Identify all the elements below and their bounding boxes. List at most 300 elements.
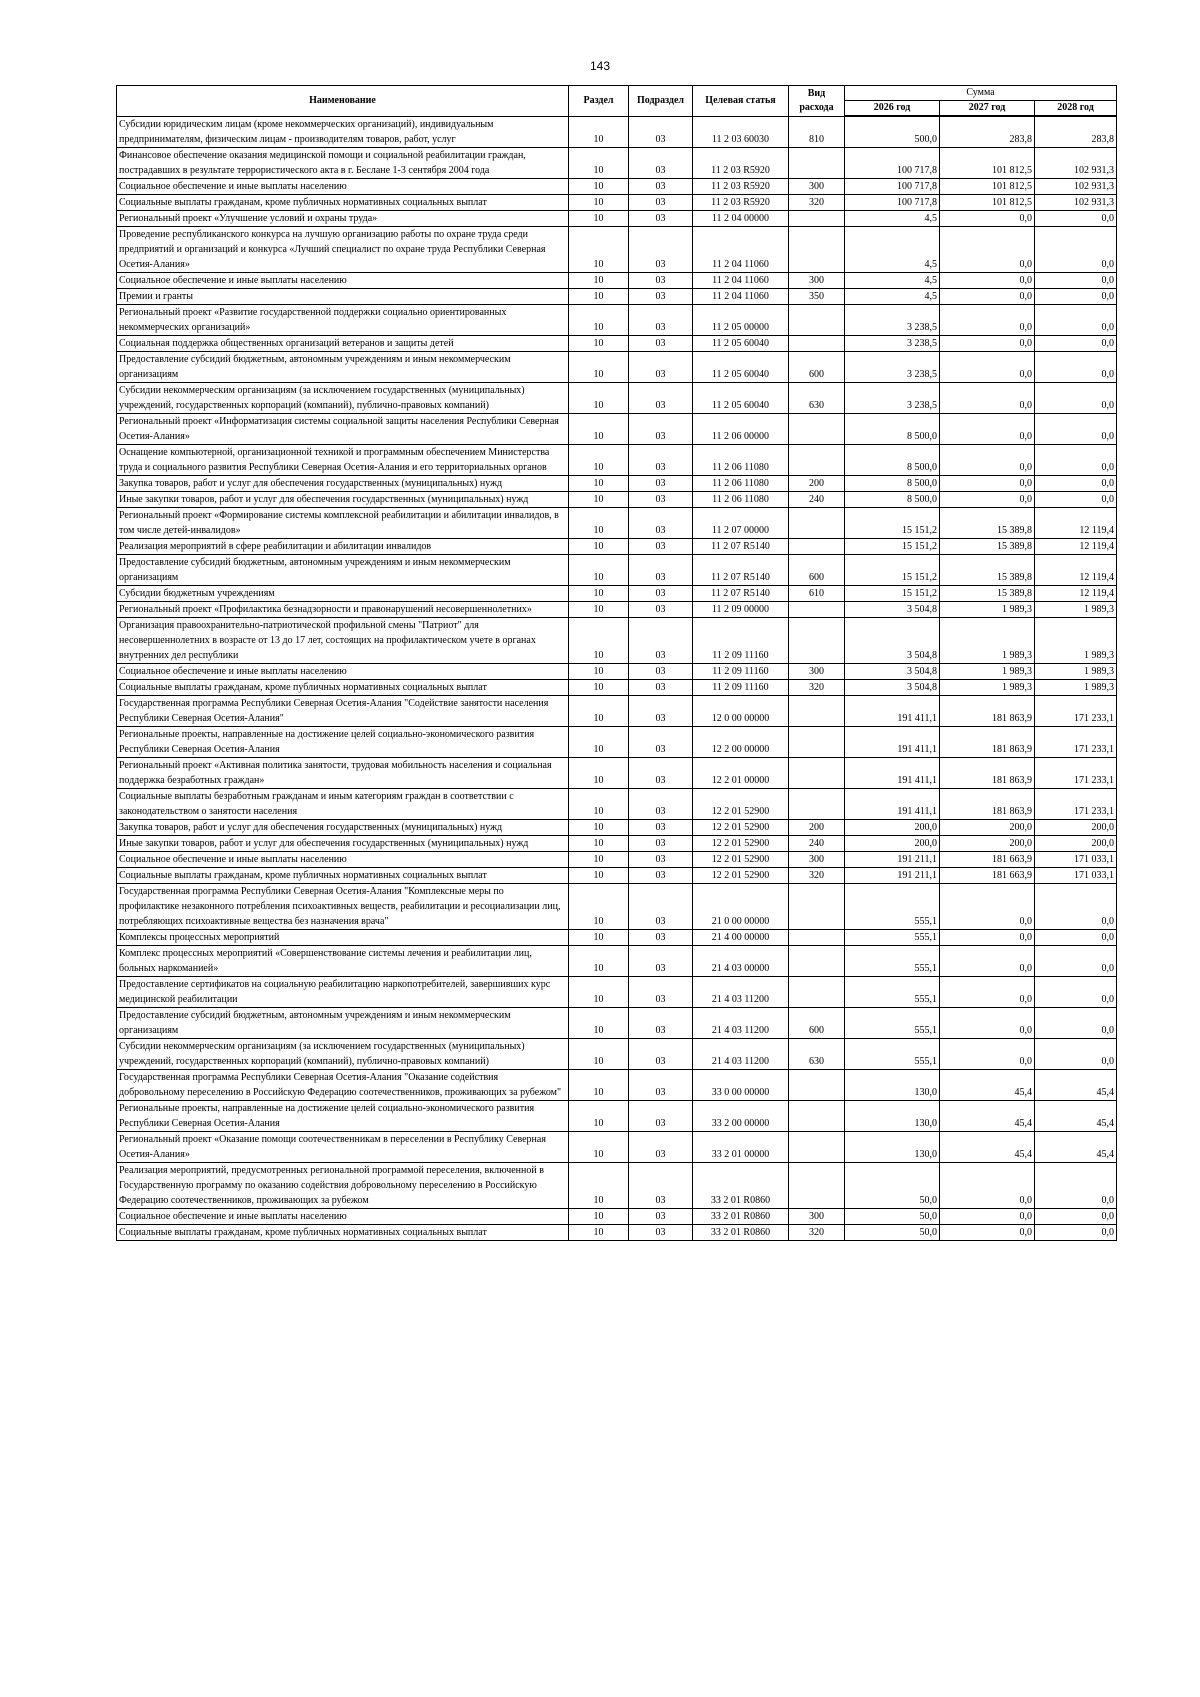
row-sum-2027: 15 389,8 (940, 538, 1035, 554)
row-sum-2028: 0,0 (1035, 288, 1117, 304)
row-subsection: 03 (629, 538, 693, 554)
row-sum-2028: 45,4 (1035, 1069, 1117, 1100)
header-name: Наименование (117, 86, 569, 117)
row-sum-2028: 171 233,1 (1035, 726, 1117, 757)
row-sum-2027: 101 812,5 (940, 178, 1035, 194)
row-subsection: 03 (629, 617, 693, 663)
row-sum-2026: 50,0 (845, 1162, 940, 1208)
row-target-article: 11 2 09 11160 (693, 679, 789, 695)
table-row (117, 1162, 1117, 1208)
row-name: Социальные выплаты гражданам, кроме публичных нормативных социальных выплат (117, 679, 569, 695)
row-target-article: 11 2 03 R5920 (693, 147, 789, 178)
row-sum-2027: 0,0 (940, 1038, 1035, 1069)
row-subsection: 03 (629, 1038, 693, 1069)
row-sum-2026: 3 504,8 (845, 601, 940, 617)
row-sum-2028: 1 989,3 (1035, 617, 1117, 663)
row-sum-2027: 0,0 (940, 1162, 1035, 1208)
row-target-article: 11 2 07 R5140 (693, 538, 789, 554)
row-subsection: 03 (629, 554, 693, 585)
row-target-article: 21 4 03 00000 (693, 945, 789, 976)
row-section: 10 (569, 475, 629, 491)
row-subsection: 03 (629, 178, 693, 194)
row-target-article: 11 2 09 00000 (693, 601, 789, 617)
row-name: Закупка товаров, работ и услуг для обеспечения государственных (муниципальных) нужд (117, 475, 569, 491)
row-sum-2026: 15 151,2 (845, 507, 940, 538)
row-sum-2026: 555,1 (845, 883, 940, 929)
table-row (117, 538, 1117, 554)
row-expense-type: 630 (789, 382, 845, 413)
row-sum-2026: 8 500,0 (845, 491, 940, 507)
row-expense-type: 320 (789, 867, 845, 883)
row-sum-2027: 0,0 (940, 226, 1035, 272)
row-subsection: 03 (629, 226, 693, 272)
row-target-article: 11 2 03 R5920 (693, 194, 789, 210)
row-expense-type: 300 (789, 178, 845, 194)
row-target-article: 11 2 09 11160 (693, 663, 789, 679)
row-sum-2027: 181 863,9 (940, 726, 1035, 757)
row-expense-type: 300 (789, 851, 845, 867)
row-target-article: 11 2 05 60040 (693, 351, 789, 382)
row-section: 10 (569, 491, 629, 507)
row-expense-type (789, 304, 845, 335)
row-expense-type (789, 945, 845, 976)
table-row (117, 819, 1117, 835)
row-name: Предоставление сертификатов на социальную реабилитацию наркопотребителей, завершивших курс медицинской реабилитации (117, 976, 569, 1007)
row-sum-2027: 1 989,3 (940, 663, 1035, 679)
row-sum-2028: 0,0 (1035, 335, 1117, 351)
row-sum-2026: 8 500,0 (845, 413, 940, 444)
row-sum-2027: 15 389,8 (940, 585, 1035, 601)
row-section: 10 (569, 226, 629, 272)
table-row (117, 883, 1117, 929)
row-name: Региональный проект «Формирование системы комплексной реабилитации и абилитации инвалидов, в том числе детей-инвалидов» (117, 507, 569, 538)
row-subsection: 03 (629, 413, 693, 444)
row-target-article: 11 2 07 00000 (693, 507, 789, 538)
table-row (117, 945, 1117, 976)
row-sum-2028: 0,0 (1035, 1224, 1117, 1240)
row-sum-2027: 181 663,9 (940, 867, 1035, 883)
row-section: 10 (569, 288, 629, 304)
row-sum-2028: 0,0 (1035, 1162, 1117, 1208)
row-target-article: 11 2 06 00000 (693, 413, 789, 444)
row-sum-2026: 191 411,1 (845, 726, 940, 757)
row-name: Субсидии некоммерческим организациям (за исключением государственных (муниципальных) учреждений, государственных корпораций (компаний), публично-правовых компаний) (117, 382, 569, 413)
table-row (117, 116, 1117, 147)
header-expense-type: Вид расхода (789, 86, 845, 117)
row-name: Социальная поддержка общественных организаций ветеранов и защиты детей (117, 335, 569, 351)
row-expense-type: 600 (789, 1007, 845, 1038)
row-section: 10 (569, 538, 629, 554)
row-sum-2027: 0,0 (940, 929, 1035, 945)
row-sum-2028: 171 033,1 (1035, 867, 1117, 883)
row-name: Субсидии некоммерческим организациям (за исключением государственных (муниципальных) учреждений, государственных корпораций (компаний), публично-правовых компаний) (117, 1038, 569, 1069)
row-target-article: 11 2 04 00000 (693, 210, 789, 226)
row-section: 10 (569, 507, 629, 538)
row-section: 10 (569, 867, 629, 883)
row-name: Субсидии юридическим лицам (кроме некоммерческих организаций), индивидуальным предпринимателям, физическим лицам - производителям товаров, работ, услуг (117, 116, 569, 147)
row-sum-2028: 102 931,3 (1035, 147, 1117, 178)
row-target-article: 33 2 01 R0860 (693, 1162, 789, 1208)
row-expense-type (789, 883, 845, 929)
table-row (117, 335, 1117, 351)
table-row (117, 929, 1117, 945)
row-sum-2026: 100 717,8 (845, 178, 940, 194)
row-sum-2028: 283,8 (1035, 116, 1117, 147)
row-name: Субсидии бюджетным учреждениям (117, 585, 569, 601)
row-subsection: 03 (629, 444, 693, 475)
row-sum-2026: 555,1 (845, 929, 940, 945)
row-name: Реализация мероприятий в сфере реабилитации и абилитации инвалидов (117, 538, 569, 554)
row-expense-type (789, 147, 845, 178)
row-sum-2026: 3 504,8 (845, 679, 940, 695)
row-sum-2028: 1 989,3 (1035, 679, 1117, 695)
row-sum-2027: 1 989,3 (940, 617, 1035, 663)
row-subsection: 03 (629, 351, 693, 382)
row-section: 10 (569, 554, 629, 585)
row-subsection: 03 (629, 945, 693, 976)
row-section: 10 (569, 1069, 629, 1100)
row-sum-2027: 0,0 (940, 976, 1035, 1007)
row-sum-2027: 283,8 (940, 116, 1035, 147)
row-subsection: 03 (629, 1131, 693, 1162)
row-sum-2026: 4,5 (845, 288, 940, 304)
row-section: 10 (569, 835, 629, 851)
row-name: Социальные выплаты гражданам, кроме публичных нормативных социальных выплат (117, 1224, 569, 1240)
row-target-article: 12 2 01 52900 (693, 788, 789, 819)
row-sum-2026: 100 717,8 (845, 147, 940, 178)
row-sum-2027: 181 863,9 (940, 757, 1035, 788)
row-name: Премии и гранты (117, 288, 569, 304)
row-sum-2028: 171 033,1 (1035, 851, 1117, 867)
row-target-article: 11 2 04 11060 (693, 272, 789, 288)
row-target-article: 11 2 06 11080 (693, 475, 789, 491)
row-target-article: 12 2 01 52900 (693, 835, 789, 851)
row-name: Иные закупки товаров, работ и услуг для обеспечения государственных (муниципальных) нужд (117, 491, 569, 507)
table-row (117, 835, 1117, 851)
header-year-2028: 2028 год (1035, 101, 1117, 117)
row-name: Закупка товаров, работ и услуг для обеспечения государственных (муниципальных) нужд (117, 819, 569, 835)
row-name: Комплексы процессных мероприятий (117, 929, 569, 945)
row-sum-2028: 102 931,3 (1035, 194, 1117, 210)
row-name: Социальное обеспечение и иные выплаты населению (117, 1208, 569, 1224)
row-expense-type (789, 444, 845, 475)
row-subsection: 03 (629, 883, 693, 929)
row-name: Социальные выплаты безработным гражданам и иным категориям граждан в соответствии с законодательством о занятости населения (117, 788, 569, 819)
row-expense-type (789, 1069, 845, 1100)
table-row (117, 413, 1117, 444)
row-subsection: 03 (629, 601, 693, 617)
row-sum-2026: 3 238,5 (845, 382, 940, 413)
row-expense-type: 300 (789, 1208, 845, 1224)
row-subsection: 03 (629, 382, 693, 413)
table-row (117, 757, 1117, 788)
row-expense-type (789, 757, 845, 788)
table-row (117, 585, 1117, 601)
row-expense-type: 600 (789, 351, 845, 382)
row-sum-2027: 0,0 (940, 272, 1035, 288)
table-row (117, 507, 1117, 538)
row-target-article: 11 2 06 11080 (693, 491, 789, 507)
row-sum-2027: 0,0 (940, 210, 1035, 226)
row-name: Региональный проект «Активная политика занятости, трудовая мобильность населения и социальная поддержка безработных граждан» (117, 757, 569, 788)
row-sum-2028: 171 233,1 (1035, 695, 1117, 726)
table-row (117, 1100, 1117, 1131)
row-target-article: 11 2 06 11080 (693, 444, 789, 475)
row-sum-2026: 555,1 (845, 1007, 940, 1038)
row-subsection: 03 (629, 929, 693, 945)
row-name: Финансовое обеспечение оказания медицинской помощи и социальной реабилитации граждан, пострадавших в результате террористического акта в г. Беслане 1-3 сентября 2004 года (117, 147, 569, 178)
row-sum-2027: 181 863,9 (940, 695, 1035, 726)
row-expense-type (789, 1100, 845, 1131)
table-row (117, 351, 1117, 382)
row-name: Региональный проект «Оказание помощи соотечественникам в переселении в Республику Северная Осетия-Алания» (117, 1131, 569, 1162)
row-name: Реализация мероприятий, предусмотренных региональной программой переселения, включенной в Государственную программу по оказанию содействия добровольному переселению в Российскую Федерацию соотечественников, проживающих за рубежом (117, 1162, 569, 1208)
row-expense-type: 300 (789, 272, 845, 288)
row-section: 10 (569, 1038, 629, 1069)
row-subsection: 03 (629, 1224, 693, 1240)
table-row (117, 1224, 1117, 1240)
table-row (117, 617, 1117, 663)
row-subsection: 03 (629, 819, 693, 835)
row-sum-2026: 3 504,8 (845, 663, 940, 679)
row-sum-2026: 8 500,0 (845, 444, 940, 475)
row-sum-2027: 15 389,8 (940, 507, 1035, 538)
row-sum-2026: 200,0 (845, 835, 940, 851)
table-row (117, 147, 1117, 178)
row-section: 10 (569, 679, 629, 695)
row-sum-2028: 0,0 (1035, 1038, 1117, 1069)
row-subsection: 03 (629, 475, 693, 491)
row-sum-2028: 12 119,4 (1035, 538, 1117, 554)
row-target-article: 12 0 00 00000 (693, 695, 789, 726)
table-row (117, 695, 1117, 726)
row-name: Социальное обеспечение и иные выплаты населению (117, 663, 569, 679)
row-name: Государственная программа Республики Северная Осетия-Алания "Оказание содействия добровольному переселению в Российскую Федерацию соотечественников, проживающих за рубежом" (117, 1069, 569, 1100)
row-expense-type (789, 210, 845, 226)
row-sum-2027: 0,0 (940, 413, 1035, 444)
row-section: 10 (569, 819, 629, 835)
row-subsection: 03 (629, 788, 693, 819)
row-expense-type: 320 (789, 679, 845, 695)
table-row (117, 210, 1117, 226)
table-row (117, 976, 1117, 1007)
row-expense-type: 320 (789, 1224, 845, 1240)
table-row (117, 1007, 1117, 1038)
row-expense-type (789, 538, 845, 554)
row-subsection: 03 (629, 1007, 693, 1038)
row-sum-2026: 4,5 (845, 226, 940, 272)
row-sum-2027: 0,0 (940, 945, 1035, 976)
row-sum-2027: 200,0 (940, 819, 1035, 835)
table-row (117, 304, 1117, 335)
row-target-article: 21 4 00 00000 (693, 929, 789, 945)
row-sum-2027: 0,0 (940, 883, 1035, 929)
row-sum-2026: 100 717,8 (845, 194, 940, 210)
row-expense-type: 350 (789, 288, 845, 304)
row-section: 10 (569, 272, 629, 288)
row-sum-2026: 200,0 (845, 819, 940, 835)
row-subsection: 03 (629, 695, 693, 726)
row-target-article: 11 2 07 R5140 (693, 554, 789, 585)
row-expense-type (789, 929, 845, 945)
row-sum-2028: 0,0 (1035, 210, 1117, 226)
row-target-article: 11 2 09 11160 (693, 617, 789, 663)
row-subsection: 03 (629, 210, 693, 226)
row-sum-2026: 3 238,5 (845, 351, 940, 382)
row-expense-type (789, 507, 845, 538)
table-row (117, 272, 1117, 288)
row-sum-2026: 8 500,0 (845, 475, 940, 491)
row-expense-type (789, 788, 845, 819)
row-name: Социальное обеспечение и иные выплаты населению (117, 851, 569, 867)
row-expense-type: 630 (789, 1038, 845, 1069)
table-row (117, 194, 1117, 210)
row-name: Государственная программа Республики Северная Осетия-Алания "Комплексные меры по профилактике незаконного потребления психоактивных веществ, реабилитации и ресоциализации лиц, потребляющих психоактивные вещества без назначения врача" (117, 883, 569, 929)
row-sum-2028: 200,0 (1035, 835, 1117, 851)
row-sum-2027: 45,4 (940, 1069, 1035, 1100)
row-subsection: 03 (629, 726, 693, 757)
row-target-article: 11 2 04 11060 (693, 226, 789, 272)
row-expense-type (789, 695, 845, 726)
header-target-article: Целевая статья (693, 86, 789, 117)
row-sum-2027: 0,0 (940, 1224, 1035, 1240)
page-number: 143 (589, 59, 611, 73)
row-sum-2028: 0,0 (1035, 304, 1117, 335)
row-sum-2027: 0,0 (940, 1208, 1035, 1224)
row-section: 10 (569, 351, 629, 382)
row-section: 10 (569, 335, 629, 351)
row-sum-2028: 0,0 (1035, 272, 1117, 288)
row-sum-2027: 0,0 (940, 444, 1035, 475)
row-sum-2026: 4,5 (845, 272, 940, 288)
row-sum-2026: 555,1 (845, 1038, 940, 1069)
row-name: Региональный проект «Развитие государственной поддержки социально ориентированных некоммерческих организаций» (117, 304, 569, 335)
row-target-article: 11 2 05 00000 (693, 304, 789, 335)
row-subsection: 03 (629, 288, 693, 304)
row-sum-2027: 200,0 (940, 835, 1035, 851)
row-expense-type: 200 (789, 475, 845, 491)
row-sum-2026: 191 211,1 (845, 851, 940, 867)
row-sum-2027: 1 989,3 (940, 679, 1035, 695)
row-sum-2028: 1 989,3 (1035, 663, 1117, 679)
row-sum-2028: 0,0 (1035, 883, 1117, 929)
row-name: Региональные проекты, направленные на достижение целей социально-экономического развития Республики Северная Осетия-Алания (117, 726, 569, 757)
row-sum-2028: 0,0 (1035, 226, 1117, 272)
row-sum-2028: 12 119,4 (1035, 585, 1117, 601)
row-sum-2027: 0,0 (940, 335, 1035, 351)
row-sum-2028: 0,0 (1035, 945, 1117, 976)
row-subsection: 03 (629, 507, 693, 538)
row-subsection: 03 (629, 1162, 693, 1208)
row-name: Региональные проекты, направленные на достижение целей социально-экономического развития Республики Северная Осетия-Алания (117, 1100, 569, 1131)
row-expense-type (789, 1131, 845, 1162)
row-subsection: 03 (629, 835, 693, 851)
row-subsection: 03 (629, 147, 693, 178)
table-row (117, 867, 1117, 883)
header-section: Раздел (569, 86, 629, 117)
row-sum-2027: 0,0 (940, 288, 1035, 304)
table-body (117, 116, 1117, 1240)
row-subsection: 03 (629, 335, 693, 351)
row-name: Предоставление субсидий бюджетным, автономным учреждениям и иным некоммерческим организациям (117, 351, 569, 382)
row-name: Социальные выплаты гражданам, кроме публичных нормативных социальных выплат (117, 867, 569, 883)
table-row (117, 851, 1117, 867)
row-sum-2028: 0,0 (1035, 929, 1117, 945)
row-target-article: 33 2 00 00000 (693, 1100, 789, 1131)
row-sum-2026: 15 151,2 (845, 554, 940, 585)
row-sum-2028: 0,0 (1035, 475, 1117, 491)
row-section: 10 (569, 883, 629, 929)
row-expense-type: 610 (789, 585, 845, 601)
row-section: 10 (569, 1208, 629, 1224)
row-expense-type: 600 (789, 554, 845, 585)
table-row (117, 226, 1117, 272)
row-sum-2026: 191 411,1 (845, 788, 940, 819)
header-subsection: Подраздел (629, 86, 693, 117)
row-section: 10 (569, 1162, 629, 1208)
row-sum-2026: 130,0 (845, 1069, 940, 1100)
row-target-article: 11 2 03 R5920 (693, 178, 789, 194)
row-subsection: 03 (629, 194, 693, 210)
row-section: 10 (569, 1131, 629, 1162)
row-name: Региональный проект «Улучшение условий и охраны труда» (117, 210, 569, 226)
row-target-article: 12 2 01 52900 (693, 867, 789, 883)
row-section: 10 (569, 585, 629, 601)
row-name: Предоставление субсидий бюджетным, автономным учреждениям и иным некоммерческим организациям (117, 554, 569, 585)
row-sum-2027: 181 863,9 (940, 788, 1035, 819)
row-section: 10 (569, 945, 629, 976)
row-sum-2027: 0,0 (940, 304, 1035, 335)
row-target-article: 11 2 05 60040 (693, 335, 789, 351)
row-sum-2027: 1 989,3 (940, 601, 1035, 617)
row-sum-2028: 45,4 (1035, 1131, 1117, 1162)
row-sum-2027: 0,0 (940, 351, 1035, 382)
row-sum-2028: 0,0 (1035, 1208, 1117, 1224)
table-row (117, 444, 1117, 475)
row-expense-type (789, 413, 845, 444)
row-section: 10 (569, 617, 629, 663)
row-expense-type (789, 976, 845, 1007)
row-subsection: 03 (629, 851, 693, 867)
table-row (117, 178, 1117, 194)
row-sum-2026: 4,5 (845, 210, 940, 226)
row-sum-2027: 181 663,9 (940, 851, 1035, 867)
row-section: 10 (569, 178, 629, 194)
row-section: 10 (569, 1007, 629, 1038)
row-sum-2027: 0,0 (940, 1007, 1035, 1038)
row-sum-2026: 50,0 (845, 1208, 940, 1224)
row-name: Организация правоохранительно-патриотической профильной смены "Патриот" для несовершеннолетних в возрасте от 13 до 17 лет, состоящих на профилактическом учете в органах внутренних дел республики (117, 617, 569, 663)
row-target-article: 21 4 03 11200 (693, 976, 789, 1007)
row-expense-type (789, 726, 845, 757)
row-sum-2028: 200,0 (1035, 819, 1117, 835)
row-sum-2028: 171 233,1 (1035, 788, 1117, 819)
row-section: 10 (569, 147, 629, 178)
row-sum-2028: 12 119,4 (1035, 507, 1117, 538)
row-sum-2026: 500,0 (845, 116, 940, 147)
row-target-article: 33 2 01 R0860 (693, 1224, 789, 1240)
row-sum-2028: 102 931,3 (1035, 178, 1117, 194)
row-name: Социальное обеспечение и иные выплаты населению (117, 178, 569, 194)
table-row (117, 288, 1117, 304)
row-target-article: 33 2 01 R0860 (693, 1208, 789, 1224)
row-sum-2026: 130,0 (845, 1100, 940, 1131)
row-expense-type: 240 (789, 835, 845, 851)
row-sum-2028: 0,0 (1035, 413, 1117, 444)
row-subsection: 03 (629, 663, 693, 679)
table-row (117, 679, 1117, 695)
row-sum-2026: 130,0 (845, 1131, 940, 1162)
